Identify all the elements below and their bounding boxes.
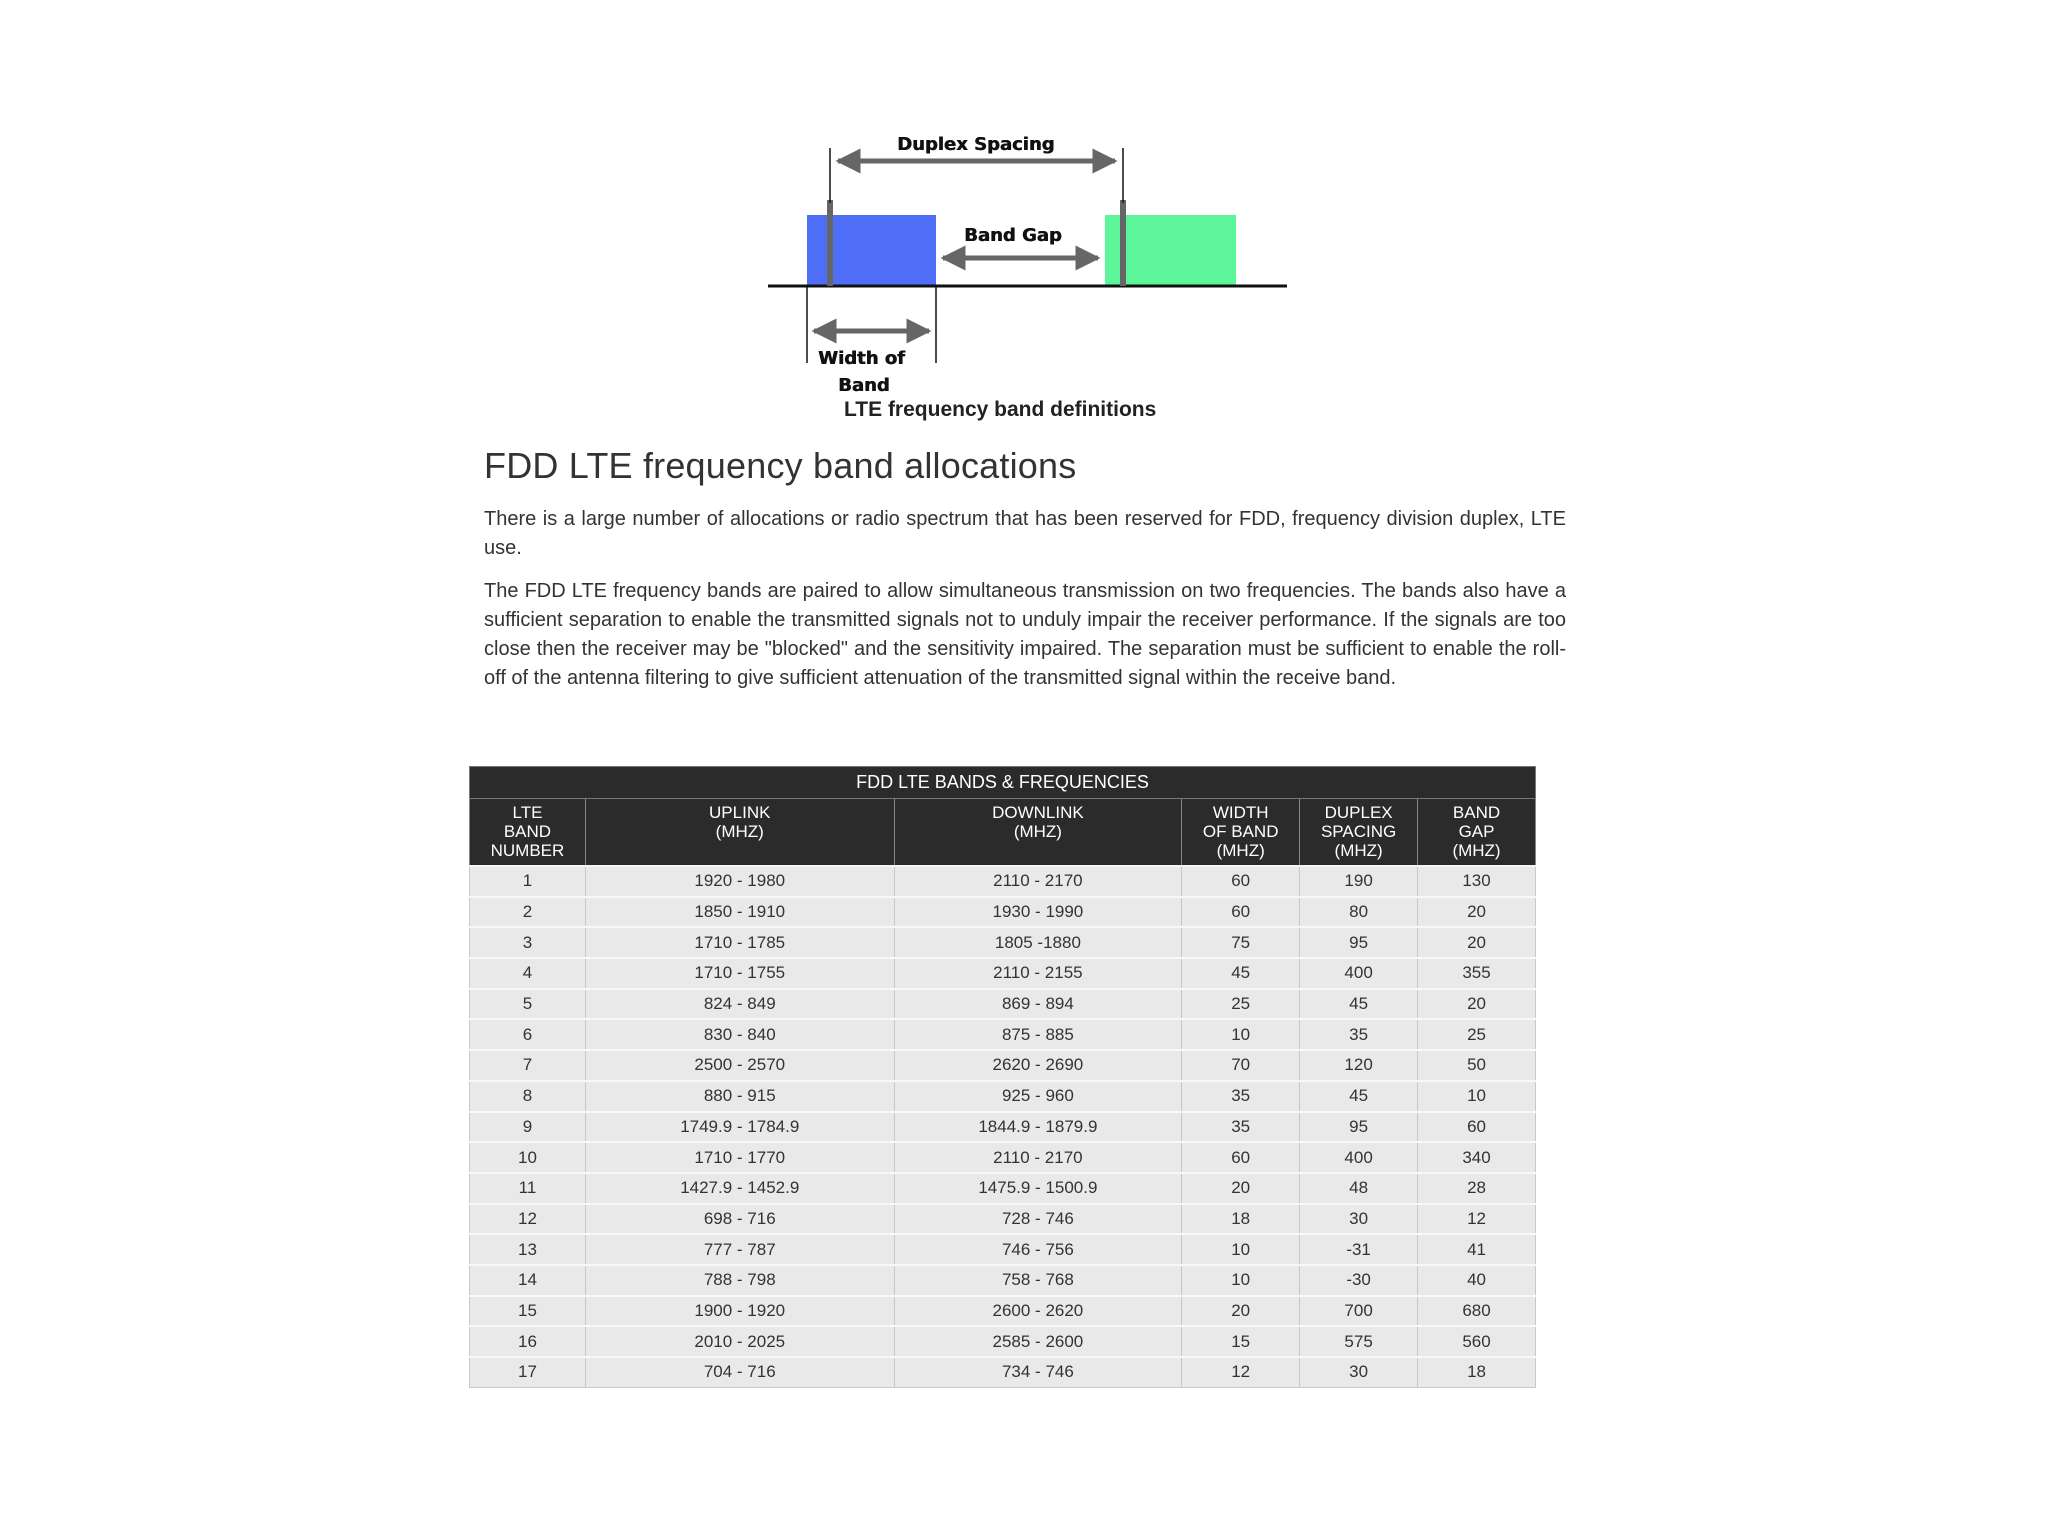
table-row [470,1081,1536,1112]
header-downlink-line: (MHZ) [1013,822,1062,841]
band-number-cell: 8 [470,1081,586,1112]
band-table-container [469,766,1536,1388]
band-number-cell: 7 [470,1050,586,1081]
duplex-spacing-cell: 80 [1300,897,1418,928]
downlink-cell: 2600 - 2620 [894,1296,1182,1327]
uplink-cell: 880 - 915 [585,1081,894,1112]
downlink-cell: 1930 - 1990 [894,897,1182,928]
uplink-cell: 2500 - 2570 [585,1050,894,1081]
downlink-cell: 2110 - 2170 [894,866,1182,897]
header-band-number-line: BAND [503,822,552,841]
width-cell: 35 [1182,1081,1300,1112]
downlink-cell: 925 - 960 [894,1081,1182,1112]
header-band-gap [1418,799,1536,867]
uplink-cell: 1900 - 1920 [585,1296,894,1327]
band-gap-label: Band Gap [964,225,1062,246]
band-gap-cell: 18 [1418,1357,1536,1387]
downlink-cell: 728 - 746 [894,1204,1182,1235]
band-gap-cell: 50 [1418,1050,1536,1081]
downlink-cell: 869 - 894 [894,989,1182,1020]
duplex-spacing-cell: 120 [1300,1050,1418,1081]
duplex-spacing-cell: 95 [1300,1112,1418,1143]
width-of-band-label-line2: Band [838,375,890,396]
width-cell: 35 [1182,1112,1300,1143]
header-duplex-spacing-line: (MHZ) [1334,841,1383,860]
width-cell: 20 [1182,1173,1300,1204]
uplink-cell: 698 - 716 [585,1204,894,1235]
band-gap-cell: 12 [1418,1204,1536,1235]
uplink-cell: 824 - 849 [585,989,894,1020]
duplex-spacing-cell: -31 [1300,1234,1418,1265]
band-number-cell: 4 [470,958,586,989]
downlink-cell: 875 - 885 [894,1019,1182,1050]
table-row [470,1296,1536,1327]
band-gap-cell: 25 [1418,1019,1536,1050]
width-cell: 45 [1182,958,1300,989]
header-duplex-spacing [1300,799,1418,867]
downlink-cell: 1805 -1880 [894,927,1182,958]
width-cell: 15 [1182,1326,1300,1357]
table-header-row [470,799,1536,867]
header-downlink [894,799,1182,867]
duplex-spacing-cell: 45 [1300,989,1418,1020]
width-cell: 60 [1182,897,1300,928]
duplex-spacing-cell: 35 [1300,1019,1418,1050]
duplex-spacing-cell: 190 [1300,866,1418,897]
downlink-cell: 2585 - 2600 [894,1326,1182,1357]
band-number-cell: 15 [470,1296,586,1327]
duplex-spacing-cell: -30 [1300,1265,1418,1296]
band-number-cell: 16 [470,1326,586,1357]
table-body [470,866,1536,1387]
table-row [470,958,1536,989]
band-gap-cell: 10 [1418,1081,1536,1112]
band-gap-cell: 41 [1418,1234,1536,1265]
downlink-cell: 746 - 756 [894,1234,1182,1265]
width-of-band-label-line1: Width of [818,348,905,369]
table-row [470,897,1536,928]
header-downlink-line: DOWNLINK [992,803,1084,822]
duplex-spacing-cell: 30 [1300,1204,1418,1235]
downlink-cell: 2620 - 2690 [894,1050,1182,1081]
band-gap-cell: 28 [1418,1173,1536,1204]
uplink-cell: 1710 - 1770 [585,1142,894,1173]
table-row [470,1265,1536,1296]
figure-caption: LTE frequency band definitions [844,398,1157,421]
band-gap-cell: 355 [1418,958,1536,989]
intro-paragraph: There is a large number of allocations or radio spectrum that has been reserved for FDD, frequency division duplex, LTE use. [484,508,1566,559]
band-number-cell: 5 [470,989,586,1020]
table-row [470,1326,1536,1357]
band-gap-cell: 20 [1418,897,1536,928]
header-width-of-band-line: OF BAND [1202,822,1279,841]
table-row [470,1173,1536,1204]
downlink-cell: 2110 - 2155 [894,958,1182,989]
duplex-spacing-cell: 95 [1300,927,1418,958]
width-cell: 60 [1182,866,1300,897]
page-title: FDD LTE frequency band allocations [484,445,1077,486]
header-band-gap-line: (MHZ) [1452,841,1501,860]
uplink-cell: 1710 - 1755 [585,958,894,989]
table-row [470,866,1536,897]
downlink-cell: 2110 - 2170 [894,1142,1182,1173]
uplink-cell: 704 - 716 [585,1357,894,1387]
duplex-spacing-cell: 400 [1300,1142,1418,1173]
uplink-cell: 1920 - 1980 [585,866,894,897]
uplink-cell: 777 - 787 [585,1234,894,1265]
downlink-cell: 1475.9 - 1500.9 [894,1173,1182,1204]
header-band-number [470,799,586,867]
separation-paragraph: The FDD LTE frequency bands are paired to allow simultaneous transmission on two frequencies. The bands also have a sufficient separation to enable the transmitted signals not to unduly impair the receiver performance. If the signals are too close then the receiver may be "blocked" and the sensitivity impaired. The separation must be sufficient to enable the roll-off of the antenna filtering to give sufficient attenuation of the transmitted signal within the receive band. [484,580,1566,689]
band-gap-cell: 60 [1418,1112,1536,1143]
uplink-cell: 1850 - 1910 [585,897,894,928]
width-cell: 10 [1182,1019,1300,1050]
band-number-cell: 2 [470,897,586,928]
header-duplex-spacing-line: DUPLEX [1324,803,1393,822]
width-cell: 70 [1182,1050,1300,1081]
duplex-spacing-cell: 48 [1300,1173,1418,1204]
band-gap-cell: 40 [1418,1265,1536,1296]
header-band-gap-line: GAP [1458,822,1495,841]
lte-band-definition-figure [760,128,1300,428]
table-row [470,927,1536,958]
band-gap-cell: 680 [1418,1296,1536,1327]
band-number-cell: 10 [470,1142,586,1173]
width-cell: 18 [1182,1204,1300,1235]
width-cell: 10 [1182,1234,1300,1265]
article [484,445,1566,707]
uplink-cell: 2010 - 2025 [585,1326,894,1357]
table-caption: FDD LTE BANDS & FREQUENCIES [470,767,1536,799]
band-number-cell: 17 [470,1357,586,1387]
table-row [470,989,1536,1020]
table-row [470,1112,1536,1143]
band-gap-cell: 340 [1418,1142,1536,1173]
band-gap-cell: 20 [1418,989,1536,1020]
uplink-band-block [807,215,936,286]
header-uplink-line: (MHZ) [715,822,764,841]
band-number-cell: 6 [470,1019,586,1050]
duplex-spacing-cell: 400 [1300,958,1418,989]
table-row [470,1142,1536,1173]
band-number-cell: 1 [470,866,586,897]
band-gap-cell: 130 [1418,866,1536,897]
uplink-cell: 1710 - 1785 [585,927,894,958]
header-uplink [585,799,894,867]
band-number-cell: 11 [470,1173,586,1204]
fdd-lte-bands-table [469,766,1536,1388]
uplink-cell: 1427.9 - 1452.9 [585,1173,894,1204]
header-uplink-line: UPLINK [709,803,771,822]
band-number-cell: 13 [470,1234,586,1265]
band-number-cell: 12 [470,1204,586,1235]
duplex-spacing-cell: 700 [1300,1296,1418,1327]
uplink-cell: 1749.9 - 1784.9 [585,1112,894,1143]
width-cell: 60 [1182,1142,1300,1173]
table-row [470,1204,1536,1235]
duplex-spacing-cell: 45 [1300,1081,1418,1112]
header-width-of-band [1182,799,1300,867]
duplex-spacing-label: Duplex Spacing [897,134,1055,155]
downlink-cell: 734 - 746 [894,1357,1182,1387]
uplink-cell: 788 - 798 [585,1265,894,1296]
band-number-cell: 14 [470,1265,586,1296]
downlink-cell: 1844.9 - 1879.9 [894,1112,1182,1143]
band-number-cell: 3 [470,927,586,958]
width-cell: 75 [1182,927,1300,958]
table-row [470,1050,1536,1081]
band-number-cell: 9 [470,1112,586,1143]
width-cell: 25 [1182,989,1300,1020]
uplink-cell: 830 - 840 [585,1019,894,1050]
header-duplex-spacing-line: SPACING [1320,822,1397,841]
width-cell: 12 [1182,1357,1300,1387]
header-width-of-band-line: (MHZ) [1216,841,1265,860]
duplex-spacing-cell: 30 [1300,1357,1418,1387]
duplex-spacing-cell: 575 [1300,1326,1418,1357]
width-cell: 10 [1182,1265,1300,1296]
width-cell: 20 [1182,1296,1300,1327]
header-width-of-band-line: WIDTH [1212,803,1269,822]
table-row [470,1019,1536,1050]
downlink-cell: 758 - 768 [894,1265,1182,1296]
header-band-number-line: NUMBER [490,841,565,860]
band-gap-cell: 560 [1418,1326,1536,1357]
band-gap-cell: 20 [1418,927,1536,958]
table-row [470,1234,1536,1265]
header-band-number-line: LTE [512,803,543,822]
table-row [470,1357,1536,1387]
header-band-gap-line: BAND [1452,803,1501,822]
